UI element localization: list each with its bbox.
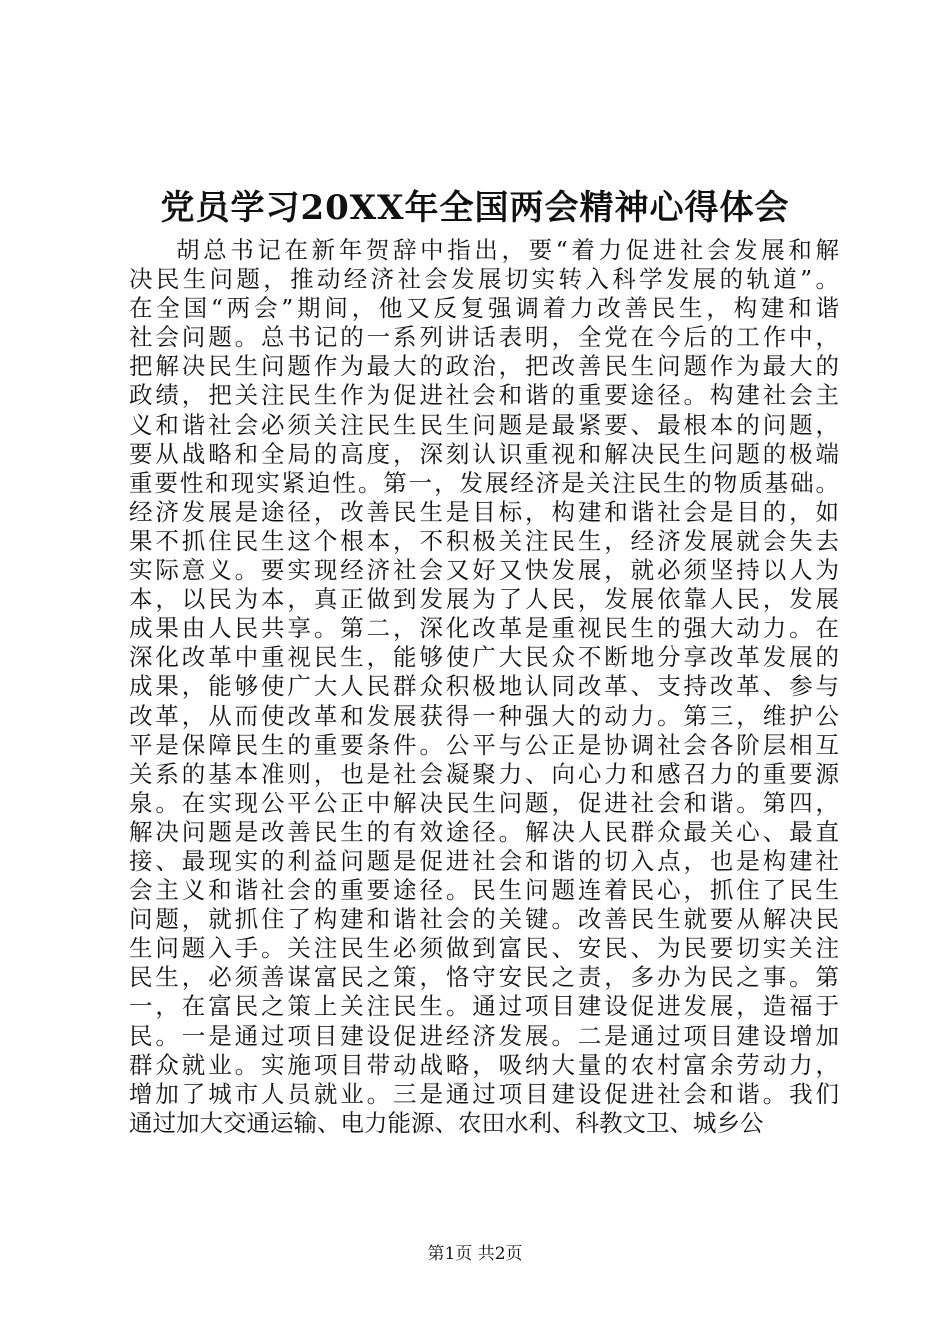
body-line: 经济发展是途径，改善民生是目标，构建和谐社会是目的，如 [129, 497, 839, 526]
body-line: 果不抓住民生这个根本，不积极关注民生，经济发展就会失去 [129, 526, 839, 555]
body-line: 通过加大交通运输、电力能源、农田水利、科教文卫、城乡公 [129, 1108, 764, 1137]
body-line: 解决问题是改善民生的有效途径。解决人民群众最关心、最直 [129, 817, 839, 846]
body-line: 成果由人民共享。第二，深化改革是重视民生的强大动力。在 [129, 614, 839, 643]
body-line: 接、最现实的利益问题是促进社会和谐的切入点，也是构建社 [129, 846, 839, 875]
body-line: 生问题入手。关注民生必须做到富民、安民、为民要切实关注 [129, 934, 839, 963]
body-line: 在全国“两会”期间，他又反复强调着力改善民生，构建和谐 [129, 294, 839, 323]
body-line: 关系的基本准则，也是社会凝聚力、向心力和感召力的重要源 [129, 759, 839, 788]
body-line: 民生，必须善谋富民之策，恪守安民之责，多办为民之事。第 [129, 963, 839, 992]
body-line: 胡总书记在新年贺辞中指出，要“着力促进社会发展和解 [176, 236, 839, 264]
body-line: 实际意义。要实现经济社会又好又快发展，就必须坚持以人为 [129, 556, 839, 585]
body-line: 问题，就抓住了构建和谐社会的关键。改善民生就要从解决民 [129, 905, 839, 934]
document-title: 党员学习20XX年全国两会精神心得体会 [160, 188, 790, 228]
body-line: 平是保障民生的重要条件。公平与公正是协调社会各阶层相互 [129, 730, 839, 759]
body-line: 一，在富民之策上关注民生。通过项目建设促进发展，造福于 [129, 992, 839, 1021]
body-line: 会主义和谐社会的重要途径。民生问题连着民心，抓住了民生 [129, 876, 839, 905]
body-line: 把解决民生问题作为最大的政治，把改善民生问题作为最大的 [129, 352, 839, 381]
body-line: 社会问题。总书记的一系列讲话表明，全党在今后的工作中， [129, 323, 839, 352]
body-line: 群众就业。实施项目带动战略，吸纳大量的农村富余劳动力， [129, 1050, 839, 1079]
body-line: 要从战略和全局的高度，深刻认识重视和解决民生问题的极端 [129, 439, 839, 468]
body-line: 深化改革中重视民生，能够使广大民众不断地分享改革发展的 [129, 643, 839, 672]
body-line: 改革，从而使改革和发展获得一种强大的动力。第三，维护公 [129, 701, 839, 730]
body-line: 政绩，把关注民生作为促进社会和谐的重要途径。构建社会主 [129, 381, 839, 410]
document-body [129, 236, 839, 1138]
body-line: 本，以民为本，真正做到发展为了人民，发展依靠人民，发展 [129, 585, 839, 614]
body-line: 义和谐社会必须关注民生民生问题是最紧要、最根本的问题， [129, 410, 839, 439]
page-number: 第1页 共2页 [427, 1244, 523, 1264]
body-line: 增加了城市人员就业。三是通过项目建设促进社会和谐。我们 [129, 1079, 839, 1108]
body-line: 泉。在实现公平公正中解决民生问题，促进社会和谐。第四， [129, 788, 839, 817]
body-line: 成果，能够使广大人民群众积极地认同改革、支持改革、参与 [129, 672, 839, 701]
body-line: 决民生问题，推动经济社会发展切实转入科学发展的轨道”。 [129, 265, 839, 294]
body-line: 民。一是通过项目建设促进经济发展。二是通过项目建设增加 [129, 1021, 839, 1050]
body-line: 重要性和现实紧迫性。第一，发展经济是关注民生的物质基础。 [129, 468, 839, 497]
